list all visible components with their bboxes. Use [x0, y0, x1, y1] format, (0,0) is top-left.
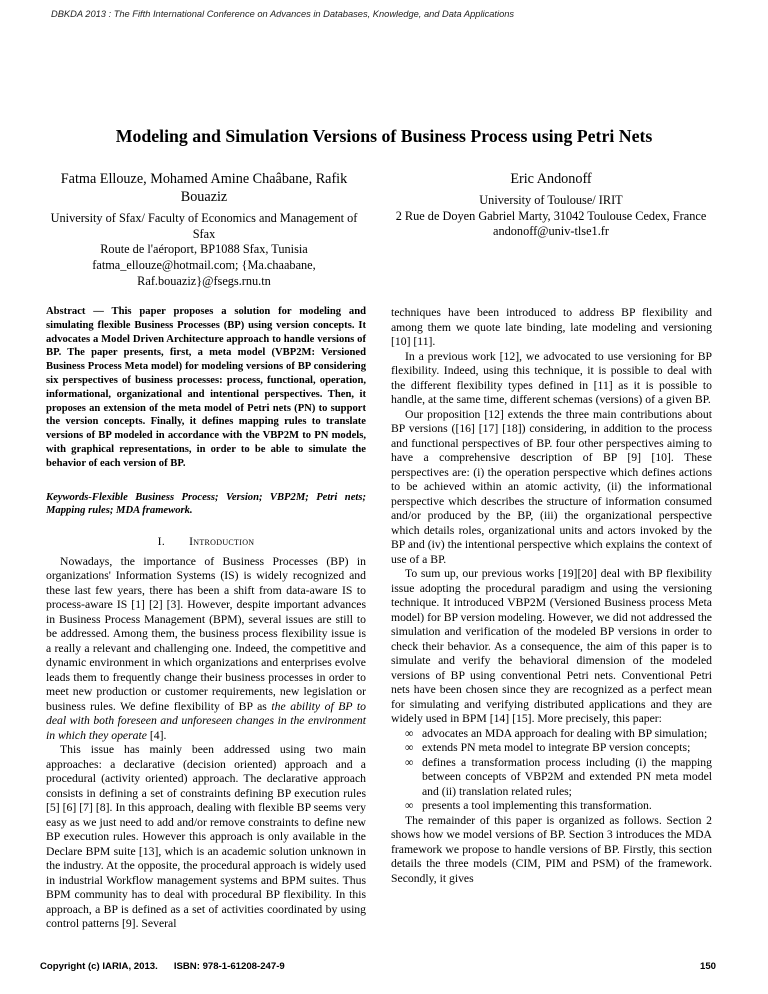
isbn-text: ISBN: 978-1-61208-247-9 — [173, 961, 285, 972]
running-head: DBKDA 2013 : The Fifth International Conference on Advances in Databases, Knowledge, and Data Applications — [51, 9, 515, 19]
bullet: ∞ — [405, 799, 414, 812]
author-names: Fatma Ellouze, Mohamed Amine Chaâbane, Rafik Bouaziz — [60, 171, 348, 205]
section-title: Introduction — [189, 535, 255, 549]
address-line: Route de l'aéroport, BP1088 Sfax, Tunisia — [100, 242, 308, 257]
email-line: andonoff@univ-tlse1.fr — [493, 224, 609, 239]
author-affiliation — [44, 211, 364, 290]
paragraph: techniques have been introduced to address BP flexibility and among them we quote late binding, late modeling and versioning [10] [11]. — [391, 306, 712, 348]
list-item — [391, 799, 712, 814]
list-item-text: defines a transformation process including (i) the mapping between concepts of VBP2M and extended PN meta model and (ii) translation related rules; — [422, 755, 712, 798]
copyright-text: Copyright (c) IARIA, 2013. — [40, 961, 158, 972]
author-affiliation — [392, 193, 710, 240]
section-heading — [46, 535, 366, 550]
section-number: I. — [157, 535, 166, 549]
paragraph — [46, 555, 366, 744]
list-item — [391, 741, 712, 756]
contribution-list — [391, 727, 712, 814]
list-item-text: extends PN meta model to integrate BP version concepts; — [422, 741, 691, 754]
list-item-text: advocates an MDA approach for dealing with BP simulation; — [422, 726, 708, 740]
paragraph: Our proposition [12] extends the three main contributions about BP versions ([16] [17] [18]) considering, in addition to the process and functional perspectives of BP. four other perspectives aiming to have a comprehensive description of BP [9] [10]. These perspectives are: (i) the operation perspective which defines actions to be achieved within an atomic activity, (ii) the informational perspective which describes the structure of information consumed and/or produced by the BP, (iii) the organizational perspective which details roles, organizational units and actors invoked by the BP and (iv) the intentional perspective which explains the context of use of a BP. — [391, 407, 712, 566]
paper-title: Modeling and Simulation Versions of Business Process using Petri Nets — [115, 126, 653, 146]
list-item — [391, 756, 712, 800]
list-item-text: presents a tool implementing this transformation. — [422, 799, 652, 812]
address-line: 2 Rue de Doyen Gabriel Marty, 31042 Toulouse Cedex, France — [395, 208, 707, 223]
definition-text: the ability of BP to deal with both foreseen and unforeseen changes in the environment in which they operate — [46, 699, 366, 742]
left-column — [46, 305, 366, 932]
keywords: Keywords-Flexible Business Process; Version; VBP2M; Petri nets; Mapping rules; MDA framework. — [46, 491, 366, 517]
author-names: Eric Andonoff — [510, 171, 592, 187]
email-line: fatma_ellouze@hotmail.com; {Ma.chaabane, Raf.bouaziz}@fsegs.rnu.tn — [92, 258, 316, 288]
paragraph: The remainder of this paper is organized as follows. Section 2 shows how we model versions of BP. Section 3 introduces the MDA framework we propose to handle versions of BP. Firstly, this section details the three models (CIM, PIM and PSM) of the framework. Secondly, it gives — [391, 813, 712, 885]
paragraph: To sum up, our previous works [19][20] deal with BP flexibility issue adopting the procedural paradigm and using the versioning technique. It introduced VBP2M (Versioned Business process Meta model) for BP version modeling. However, we did not addressed the simulation and verification of the modeled BP versions in order to check their behavior. As a consequence, the aim of this paper is to simulate and verify the behavioral dimension of the modeled versions of BP using conventional Petri nets. Conventional Petri nets have been chosen since they are recognized as a perfect mean for simulating and verifying distributed applications and they are widely used in BPM [14] [15]. More precisely, this paper: — [391, 567, 712, 725]
abstract: Abstract — This paper proposes a solution for modeling and simulating flexible Business Processes (BP) using version concepts. It advocates a Model Driven Architecture approach to handle versions of BP. The paper presents, first, a meta model (VBP2M: Versioned Business Process Meta model) for modeling versions of BP considering six perspectives of business processes: process, functional, operation, informational, organizational and intentional perspectives. Then, it proposes an extension of the meta model of Petri nets (PN) to support the version concepts. Finally, it defines mapping rules to translate versions of BP modeled in accordance with the VBP2M to PN models, with graphical representations, in order to be able to simulate the behavior of each version of BP. — [46, 306, 366, 469]
bullet: ∞ — [405, 726, 414, 740]
author-block-right — [392, 170, 710, 240]
right-column — [391, 306, 712, 886]
paragraph: This issue has mainly been addressed using two main approaches: a declarative (decision oriented) approach and a procedural (activity oriented) approach. The declarative approach consists in defining a set of constraints defining BP execution rules [5] [6] [7] [8]. In this approach, dealing with flexible BP seems very easy as we just need to add and/or remove constraints to define new BP execution rules. However this approach is only available in the Declare BPM suite [13], which is an academic solution unknown in the industry. At the opposite, the procedural approach is widely used in industrial Workflow management systems and BPM suites. Thus BPM community has to deal with procedural BP flexibility. In this approach, a BP is defined as a set of activities coordinated by using control patterns [9]. Several — [46, 743, 366, 931]
page-number: 150 — [700, 961, 717, 972]
paragraph-text: Nowadays, the importance of Business Processes (BP) in organizations' Information Systems (IS) is widely recognized and these last few years, there has been a shift from data-aware IS to process-aware IS [1] [2] [3]. However, despite important advances in Business Process Management (BPM), several issues are still to be addressed. Among them, the business process flexibility issue is a really a relevant and challenging one. Indeed, the competitive and dynamic environment in which organizations and enterprises evolve leads them to frequently change their business processes in order to meet new production or customer requirements, new legislation or business rules. We define flexibility of BP as — [46, 554, 366, 713]
bullet: ∞ — [405, 741, 414, 754]
affiliation-line: University of Sfax/ Faculty of Economics and Management of Sfax — [50, 211, 358, 241]
author-block-left — [44, 170, 364, 290]
footer-copyright — [40, 961, 285, 972]
list-item — [391, 727, 712, 742]
affiliation-line: University of Toulouse/ IRIT — [479, 193, 623, 207]
bullet: ∞ — [405, 755, 414, 769]
paragraph: In a previous work [12], we advocated to use versioning for BP flexibility. Indeed, using this technique, it is possible to deal with the different flexibility types defined in [11] as it is possible to handle, at the same time, different schemas (versions) of a given BP. — [391, 349, 712, 406]
paragraph-text: [4]. — [146, 728, 167, 742]
